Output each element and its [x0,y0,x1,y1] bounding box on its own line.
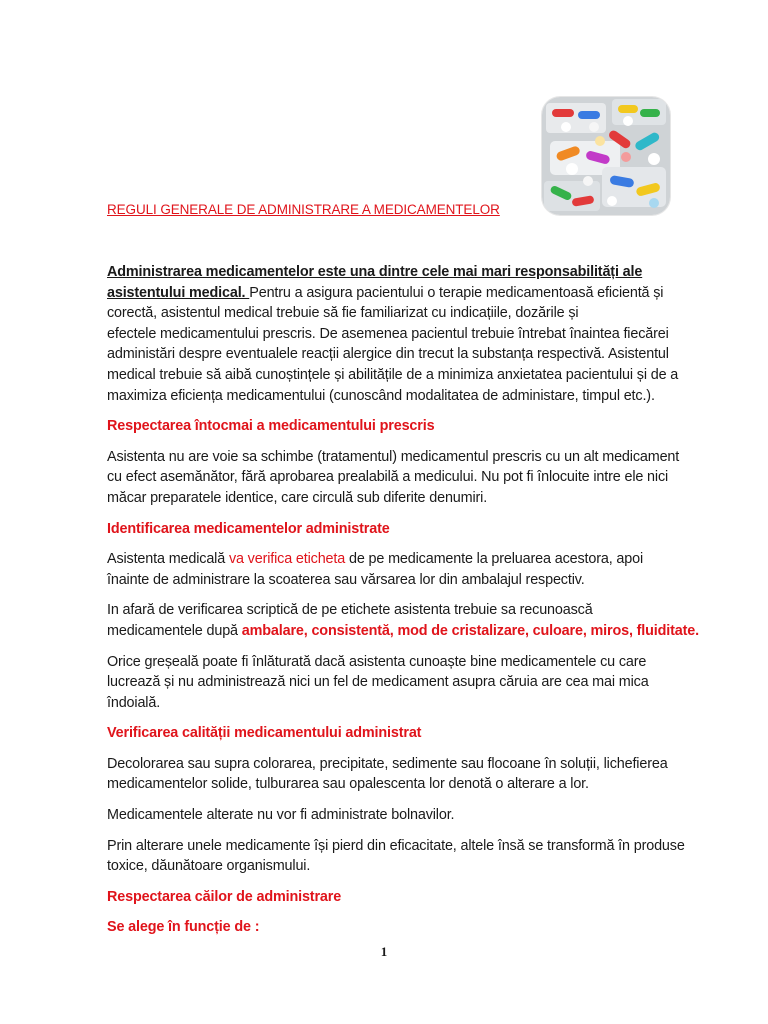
identification-p3-line-3: îndoială. [107,694,161,711]
page-number: 1 [380,944,388,959]
intro-lead-text-end: asistentului medical. [107,284,250,301]
intro-line-1 [107,262,689,283]
quality-p1-line-1: Decolorarea sau supra colorarea, precipitate, sedimente sau flocoane în soluții, lichefierea [107,755,668,772]
intro-line-4: efectele medicamentului prescris. De asemenea pacientul trebuie întrebat înaintea fiecărei [107,325,669,342]
intro-line-3: corectă, asistentul medical trebuie să fie familiarizat cu indicațiile, dozările și [107,305,579,322]
prescribed-line-2: cu efect asemănător, fără aprobarea prealabilă a medicului. Nu pot fi înlocuite intre ele nici [107,469,669,486]
quality-paragraph-1 [107,754,689,795]
intro-text: Pentru a asigura pacientului o terapie medicamentoasă eficientă și [249,284,664,301]
document-title: REGULI GENERALE DE ADMINISTRARE A MEDICAMENTELOR [107,202,500,217]
intro-lead-text: Administrarea medicamentelor este una dintre cele mai mari responsabilități ale [107,264,643,280]
identification-p3-line-1: Orice greșeală poate fi înlăturată dacă asistenta cunoaște bine medicamentele cu care [107,653,647,670]
intro-line-7: maximiza eficiența medicamentului (cunoscând modalitatea de administare, timpul etc.). [107,387,655,404]
pills-photo-icon [542,97,670,215]
text-run: de pe medicamente la preluarea acestora, apoi [345,551,644,568]
intro-paragraph [107,262,689,406]
identification-p1-line-1 [107,549,689,570]
identification-p1-line-2: înainte de administrare la scoaterea sau vărsarea lor din ambalajul respectiv. [107,571,585,588]
prescribed-line-1: Asistenta nu are voie sa schimbe (tratamentul) medicamentul prescris cu un alt medicament [107,448,680,465]
section-heading-routes: Respectarea căilor de administrare [107,888,342,905]
identification-p2-line-1: In afară de verificarea scriptică de pe etichete asistenta trebuie sa recunoască [107,602,593,619]
quality-p1-line-2: medicamentelor solide, tulburarea sau opalescenta lor denotă o alterare a lor. [107,776,589,793]
quality-paragraph-3 [107,836,689,877]
identification-p3-line-2: lucrează și nu administrează nici un fel de medicament asupra căruia are cea mai mica [107,674,649,691]
document-body [107,262,699,948]
identification-paragraph-1 [107,549,689,590]
identification-paragraph-2 [107,600,699,641]
section-heading-prescribed: Respectarea întocmai a medicamentului prescris [107,418,435,435]
text-run: Asistenta medicală [107,551,229,568]
text-run: , [303,622,312,639]
intro-line-5: administări despre eventualele reacții alergice din trecut la substanța respectivă. Asistentul [107,346,669,363]
quality-p3-line-2: toxice, dăunătoare organismului. [107,858,311,875]
intro-line-2 [107,283,689,304]
quality-p3-line-1: Prin alterare unele medicamente își pierd din eficacitate, altele însă se transformă în produse [107,837,685,854]
prescribed-line-3: măcar preparatele identice, care circulă sub diferite denumiri. [107,489,488,506]
highlight-verify-label: va verifica eticheta [228,551,346,568]
quality-paragraph-2: Medicamentele alterate nu vor fi administrate bolnavilor. [107,807,455,824]
identification-paragraph-3 [107,652,689,714]
section-heading-identification: Identificarea medicamentelor administrate [107,520,390,537]
intro-line-6: medical trebuie să aibă cunoștințele și abilitățile de a minimiza anxietatea pacientului și de a [107,366,679,383]
highlight-properties: consistentă, mod de cristalizare, culoare, miros, fluiditate. [311,622,699,639]
section-subheading-criteria: Se alege în funcție de : [107,919,260,936]
section-prescribed-paragraph [107,447,689,509]
highlight-packaging: ambalare [241,622,304,639]
medicine-pills-image [542,97,670,215]
text-run: medicamentele după [107,622,242,639]
identification-p2-line-2 [107,621,699,642]
section-heading-quality: Verificarea calității medicamentului administrat [107,725,422,742]
